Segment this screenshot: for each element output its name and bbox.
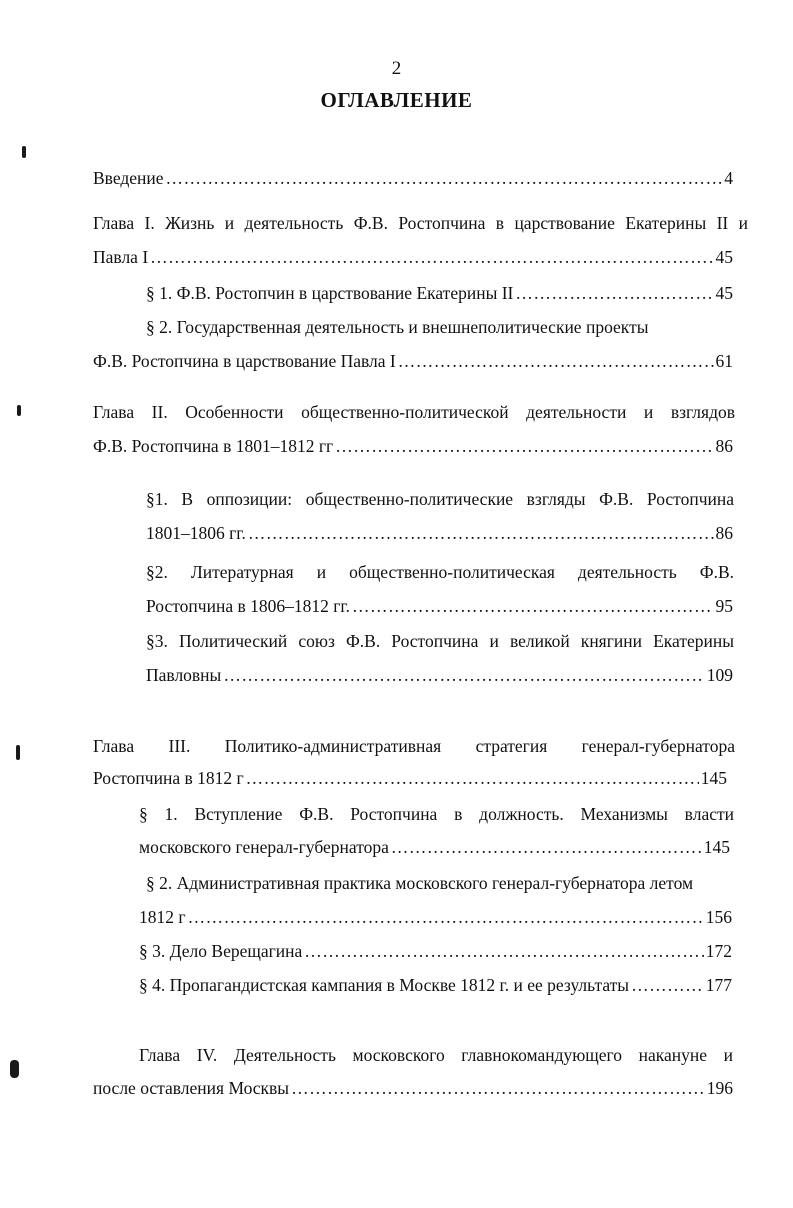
- toc-entry-title: Введение: [93, 168, 164, 188]
- toc-entry-title: Павла I: [93, 247, 149, 267]
- toc-section-3-3: [139, 936, 732, 966]
- toc-section-3-2-line-1: § 2. Административная практика московского генерал-губернатора летом: [146, 873, 694, 893]
- dot-leader: [398, 346, 714, 376]
- toc-entry-page: 95: [715, 596, 733, 616]
- toc-chapter-3-line-2: [93, 763, 727, 793]
- toc-entry-page: 45: [715, 283, 733, 303]
- toc-entry-title: Павловны: [146, 665, 222, 685]
- scan-mark: [10, 1060, 19, 1078]
- toc-entry-title: 1801–1806 гг.: [146, 523, 246, 543]
- dot-leader: [335, 431, 713, 461]
- toc-entry-title: Ф.В. Ростопчина в 1801–1812 гг: [93, 436, 334, 456]
- toc-entry-title: московского генерал-губернатора: [139, 837, 389, 857]
- toc-entry-page: 109: [706, 665, 733, 685]
- toc-entry-page: 177: [705, 975, 732, 995]
- dot-leader: [150, 242, 713, 272]
- toc-chapter-2-line-1: Глава II. Особенности общественно-политической деятельности и взглядов: [93, 402, 735, 422]
- toc-entry-title: § 3. Дело Верещагина: [139, 941, 303, 961]
- toc-entry-page: 86: [715, 436, 733, 456]
- toc-chapter-1-line-1: Глава I. Жизнь и деятельность Ф.В. Ростопчина в царствование Екатерины II и: [93, 213, 748, 233]
- dot-leader: [246, 763, 699, 793]
- toc-section-1-1: [146, 278, 733, 308]
- dot-leader: [166, 163, 723, 193]
- toc-section-1-2-line-1: § 2. Государственная деятельность и внешнеполитические проекты: [146, 317, 649, 337]
- dot-leader: [304, 936, 703, 966]
- toc-chapter-1-line-2: [93, 242, 733, 272]
- dot-leader: [352, 591, 714, 621]
- toc-entry-page: 45: [715, 247, 733, 267]
- scan-mark: [22, 146, 26, 158]
- page-title: ОГЛАВЛЕНИЕ: [320, 88, 473, 112]
- toc-section-1-2-line-2: [93, 346, 733, 376]
- toc-entry-title: 1812 г: [139, 907, 186, 927]
- toc-section-2-3-line-1: §3. Политический союз Ф.В. Ростопчина и великой княгини Екатерины: [146, 631, 734, 651]
- dot-leader: [248, 518, 714, 548]
- scan-mark: [17, 405, 21, 416]
- dot-leader: [291, 1073, 705, 1103]
- toc-entry-page: 196: [706, 1078, 733, 1098]
- toc-entry-title: § 1. Ф.В. Ростопчин в царствование Екатерины II: [146, 283, 514, 303]
- dot-leader: [631, 970, 704, 1000]
- dot-leader: [391, 832, 702, 862]
- toc-entry-title: после оставления Москвы: [93, 1078, 290, 1098]
- toc-entry-title: Ростопчина в 1812 г: [93, 768, 244, 788]
- scan-mark: [16, 745, 20, 760]
- toc-section-2-3-line-2: [146, 660, 733, 690]
- toc-section-2-2-line-2: [146, 591, 733, 621]
- toc-entry-page: 86: [715, 523, 733, 543]
- toc-chapter-3-line-1: Глава III. Политико-административная стратегия генерал-губернатора: [93, 736, 735, 756]
- toc-entry-page: 4: [724, 168, 733, 188]
- toc-section-3-1-line-2: [139, 832, 730, 862]
- toc-entry-page: 172: [705, 941, 732, 961]
- dot-leader: [188, 902, 704, 932]
- toc-entry-page: 156: [705, 907, 732, 927]
- toc-chapter-4-line-1: Глава IV. Деятельность московского главнокомандующего накануне и: [139, 1045, 733, 1065]
- dot-leader: [515, 278, 713, 308]
- toc-section-3-2-line-2: [139, 902, 732, 932]
- toc-section-2-1-line-2: [146, 518, 733, 548]
- toc-section-3-1-line-1: § 1. Вступление Ф.В. Ростопчина в должность. Механизмы власти: [139, 804, 734, 824]
- toc-section-2-1-line-1: §1. В оппозиции: общественно-политические взгляды Ф.В. Ростопчина: [146, 489, 734, 509]
- toc-entry-page: 145: [700, 768, 727, 788]
- dot-leader: [223, 660, 704, 690]
- toc-section-2-2-line-1: §2. Литературная и общественно-политическая деятельность Ф.В.: [146, 562, 734, 582]
- toc-entry-intro: [93, 163, 733, 193]
- toc-entry-title: Ф.В. Ростопчина в царствование Павла I: [93, 351, 396, 371]
- toc-section-3-4: [139, 970, 732, 1000]
- toc-entry-title: § 4. Пропагандистская кампания в Москве 1812 г. и ее результаты: [139, 975, 630, 995]
- toc-chapter-2-line-2: [93, 431, 733, 461]
- page-number: 2: [391, 58, 402, 79]
- toc-chapter-4-line-2: [93, 1073, 733, 1103]
- toc-entry-title: Ростопчина в 1806–1812 гг.: [146, 596, 350, 616]
- toc-entry-page: 145: [703, 837, 730, 857]
- toc-entry-page: 61: [715, 351, 733, 371]
